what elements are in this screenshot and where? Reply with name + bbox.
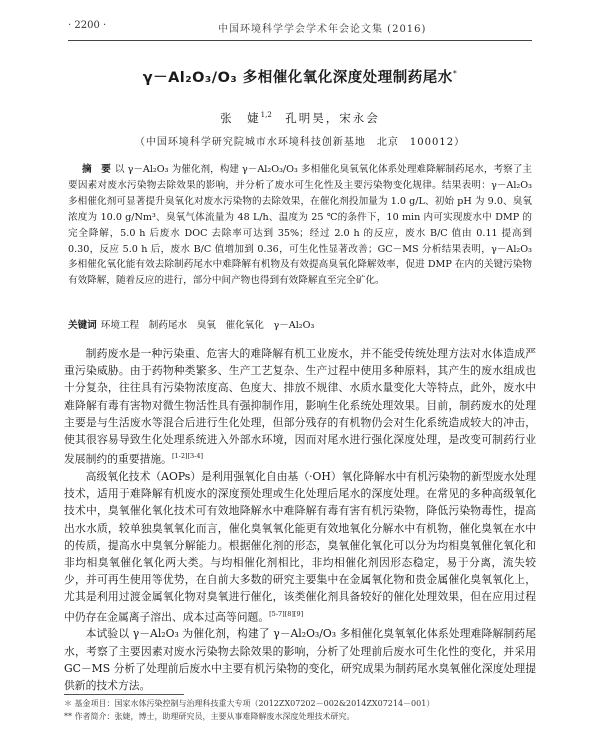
author-line — [60, 110, 540, 126]
abstract-label: 摘 要 — [82, 164, 111, 175]
paper-title-text: γ－Al₂O₃/O₃ 多相催化氧化深度处理制药尾水 — [142, 70, 453, 86]
abstract — [68, 162, 532, 289]
abstract-text: 以 γ－Al₂O₃ 为催化剂，构建 γ－Al₂O₃/O₃ 多相催化臭氧氧化体系处理难降解制药尾水，考察了主要因素对废水污染物去除效果的影响，并分析了废水可生化性及主要污染物变化规律。结果表明：γ－Al₂O₃ 多相催化剂可显著提升臭氧化对废水污染物的去除效果，在催化剂投加量为 1.0 g/L、初始 pH 为 9.0、臭氧浓度为 10.0 g/Nm³、臭氧气体流量为 48 L/h、温度为 25 ℃的条件下，10 min 内可实现废水中 DMP 的完全降解，5.0 h 后废水 DOC 去除率可达到 35%；经过 2.0 h 的反应，废水 B/C 值由 0.11 提高到 0.30，反应 5.0 h 后，废水 B/C 值增加到 0.36，可生化性显著改善；GC－MS 分析结果表明，γ－Al₂O₃ 多相催化氧化能有效去除制药尾水中难降解有机物及有效提高臭氧化降解效率，促进 DMP 在内的关键污染物有效降解，随着反应的进行，部分中间产物也得到有效降解直至完全矿化。 — [68, 164, 533, 287]
citation: [1-2] — [171, 452, 188, 461]
paper-title — [60, 66, 540, 87]
header-rule — [68, 40, 532, 41]
keywords-text: 环境工程 制药尾水 臭氧 催化氧化 γ－Al₂O₃ — [100, 320, 315, 331]
footnote-author: ** 作者简介：张婕，博士，助理研究员，主要从事难降解废水深度处理技术研究。 — [64, 712, 355, 721]
keywords-label: 关键词 — [68, 320, 97, 331]
other-authors: 孔明昊，宋永会 — [271, 111, 380, 125]
footnotes — [64, 697, 536, 723]
body-text — [64, 345, 536, 694]
page-number: · 2200 · — [68, 20, 107, 31]
first-author-mark: 1,2 — [260, 111, 272, 120]
citation: [9] — [293, 609, 304, 618]
first-author: 张 婕 — [220, 111, 261, 125]
running-header — [68, 20, 532, 36]
body-paragraph-1-text: 制药废水是一种污染重、危害大的难降解有机工业废水，并不能受传统处理方法对水体造成严重污染威胁。由于药物种类繁多、生产工艺复杂、生产过程中使用多种原料，其产生的废水组成也十分复杂，往往具有污染物浓度高、色度大、排放不规律、水质水量变化大等特点，此外，废水中难降解有毒有害物对微生物活性具有强抑制作用，影响生化系统处理效果。目前，制药废水的处理主要是与生活废水等混合后进行生化处理，但部分残存的有机物仍会对生化系统造成较大的冲击，使其很容易导致生化处理系统进入外部水环境，因而对尾水进行强化深度处理，是改变可制药行业发展制约的重要措施。 — [64, 347, 536, 466]
body-paragraph-2 — [64, 468, 536, 625]
footnote-rule — [64, 694, 184, 695]
citation: [3-4] — [187, 452, 204, 461]
footnote-fund: ＊ 基金项目：国家水体污染控制与治理科技重大专项（2012ZX07202－002&2014ZX07214－001） — [64, 699, 435, 708]
body-paragraph-1 — [64, 345, 536, 468]
body-paragraph-2-text: 高级氧化技术（AOPs）是利用强氧化自由基（·OH）氧化降解水中有机污染物的新型废水处理技术，适用于难降解有机废水的深度预处理或生化处理后尾水的深度处理。在常见的多种高级氧化技术中，臭氧催化氧化技术可有效地降解水中难降解有毒有害有机污染物，降低污染物毒性，提高出水水质，较单独臭氧氧化而言，催化臭氧氧化能更有效地氧化分解水中有机物，催化臭氧在水中的传质，提高水中臭氧分解能力。根据催化剂的形态，臭氧催化氧化可以分为均相臭氧催化氧化和非均相臭氧催化氧化两大类。与均相催化剂相比，非均相催化剂因形态稳定，易于分离，流失较少，并可再生使用等优势，在自前大多数的研究主要集中在金属氧化物和贵金属催化臭氧氧化上，尤其是利用过渡金属氧化物对臭氧进行催化，该类催化剂具备较好的催化处理效果，但在应用过程中仍存在金属离子溶出、成本过高等问题。 — [64, 470, 536, 624]
journal-title: 中国环境科学学会学术年会论文集 (2016) — [218, 24, 427, 35]
title-footnote-mark: * — [452, 69, 458, 79]
citation: [8] — [284, 609, 294, 618]
body-paragraph-3: 本试验以 γ－Al₂O₃ 为催化剂，构建了 γ－Al₂O₃/O₃ 多相催化臭氧氧化体系处理难降解制药尾水，考察了主要因素对废水污染物去除效果的影响，分析了处理前后废水可生化性的变化，并采用 GC－MS 分析了处理前后废水中主要有机污染物的变化，研究成果为制药尾水臭氧催化深度处理提供新的技术方法。 — [64, 627, 536, 693]
keywords — [68, 318, 532, 333]
affiliation: （中国环境科学研究院城市水环境科技创新基地 北京 100012） — [134, 137, 466, 148]
citation: [5-7] — [269, 609, 285, 618]
